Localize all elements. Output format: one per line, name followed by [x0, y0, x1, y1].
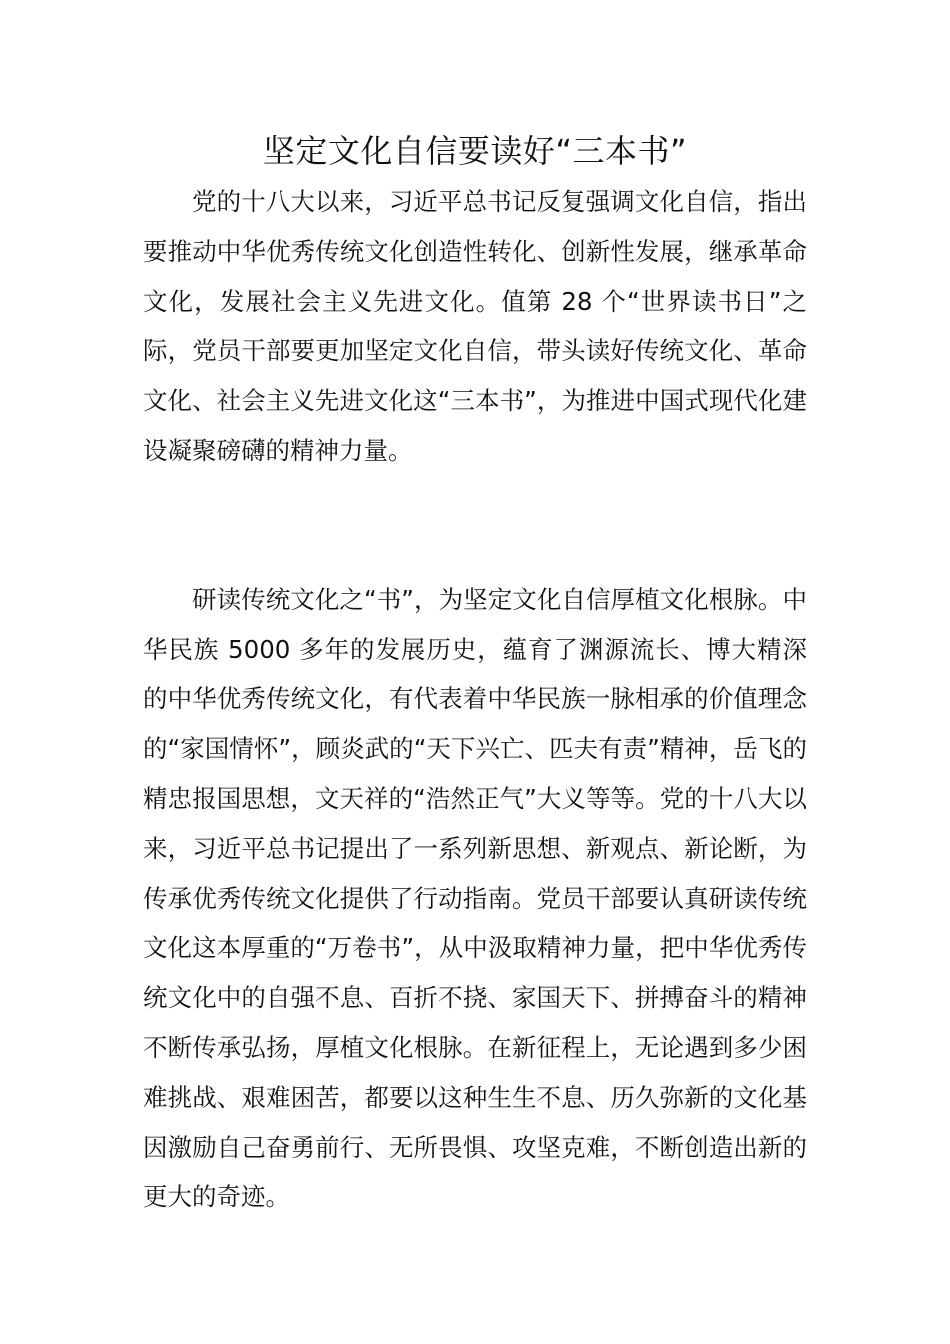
paragraph-traditional-culture: 研读传统文化之“书”，为坚定文化自信厚植文化根脉。中华民族 5000 多年的发展历史，蕴育了渊源流长、博大精深的中华优秀传统文化，有代表着中华民族一脉相承的价值理念的“家国情怀”，顾炎武的“天下兴亡、匹夫有责”精神，岳飞的精忠报国思想，文天祥的“浩然正气”大义等等。党的十八大以来，习近平总书记提出了一系列新思想、新观点、新论断，为传承优秀传统文化提供了行动指南。党员干部要认真研读传统文化这本厚重的“万卷书”，从中汲取精神力量，把中华优秀传统文化中的自强不息、百折不挠、家国天下、拼搏奋斗的精神不断传承弘扬，厚植文化根脉。在新征程上，无论遇到多少困难挑战、艰难困苦，都要以这种生生不息、历久弥新的文化基因激励自己奋勇前行、无所畏惧、攻坚克难，不断创造出新的更大的奇迹。 [143, 584, 807, 1212]
document-body [143, 177, 807, 1222]
paragraph-spacer [143, 476, 807, 575]
document-title: 坚定文化自信要读好“三本书” [262, 132, 688, 170]
paragraph-intro: 党的十八大以来，习近平总书记反复强调文化自信，指出要推动中华优秀传统文化创造性转化、创新性发展，继承革命文化，发展社会主义先进文化。值第 28 个“世界读书日”之际，党员干部要更加坚定文化自信，带头读好传统文化、革命文化、社会主义先进文化这“三本书”，为推进中国式现代化建设凝聚磅礴的精神力量。 [143, 187, 807, 465]
